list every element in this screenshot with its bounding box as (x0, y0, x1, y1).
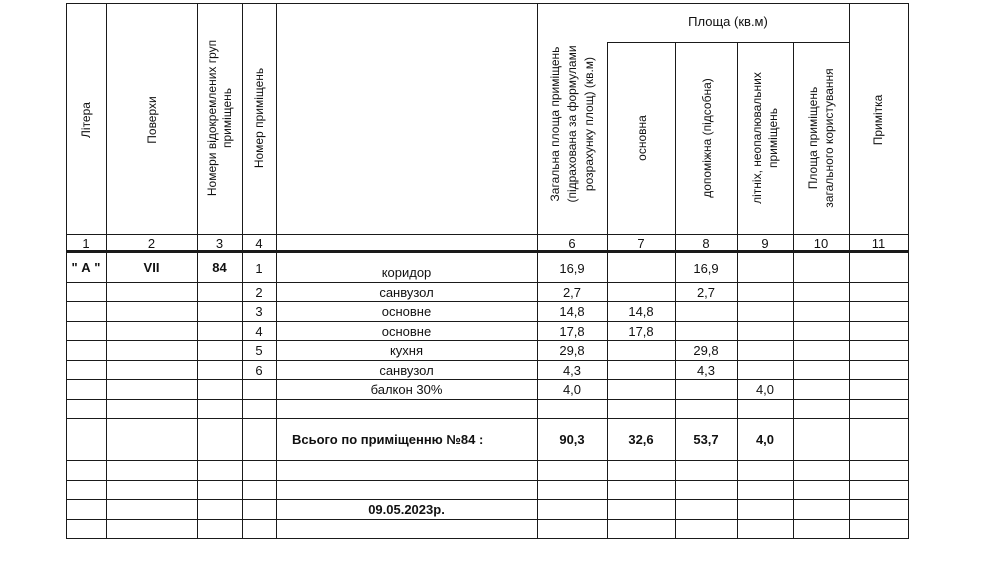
col-divider (793, 42, 794, 539)
room-name: коридор (381, 265, 432, 280)
summary-main-area: 32,6 (628, 432, 654, 447)
room-aux-area: 16,9 (693, 261, 719, 276)
room-summer-area: 4,0 (755, 382, 775, 397)
header-area-group: Площа (кв.м) (688, 14, 768, 29)
summary-summer-area: 4,0 (755, 432, 775, 447)
room-total-area: 4,3 (562, 363, 582, 378)
header-groups-line2: приміщень (220, 87, 234, 149)
room-aux-area: 4,3 (696, 363, 716, 378)
header-bottom-line (66, 234, 909, 235)
room-name: санвузол (379, 363, 434, 378)
room-name: балкон 30% (370, 382, 443, 397)
row-divider (66, 301, 909, 302)
room-total-area: 2,7 (562, 285, 582, 300)
header-summer-line2: приміщень (766, 107, 780, 169)
room-name: основне (381, 324, 432, 339)
room-number: 3 (255, 304, 263, 319)
row-divider (66, 340, 909, 341)
header-common-line1: Площа приміщень (806, 86, 820, 190)
room-total-area: 4,0 (562, 382, 582, 397)
room-number: 1 (255, 261, 263, 276)
header-room-number: Номер приміщень (252, 67, 266, 169)
header-main-area: основна (635, 115, 649, 161)
row-divider (66, 399, 909, 400)
row-divider (66, 460, 909, 461)
area-group-divider (607, 42, 850, 43)
room-main-area: 17,8 (628, 324, 654, 339)
header-floors: Поверхи (145, 96, 159, 144)
row-divider (66, 418, 909, 419)
room-main-area: 14,8 (628, 304, 654, 319)
row-divider (66, 499, 909, 500)
header-aux-area: допоміжна (підсобна) (700, 78, 714, 198)
header-note: Примітка (871, 94, 885, 146)
room-aux-area: 29,8 (693, 343, 719, 358)
col-divider (737, 42, 738, 539)
header-total-line3: розрахунку площ) (кв.м) (582, 56, 596, 192)
row-divider (66, 519, 909, 520)
table-border-top (66, 3, 909, 4)
column-number: 4 (255, 236, 263, 251)
column-number: 11 (871, 236, 886, 251)
column-number: 3 (215, 236, 224, 251)
room-number: 2 (255, 285, 263, 300)
col-divider (849, 3, 850, 539)
cell-floor: VII (143, 260, 160, 275)
row-divider (66, 282, 909, 283)
header-groups-line1: Номери відокремлених груп (205, 39, 219, 197)
row-divider (66, 321, 909, 322)
room-total-area: 14,8 (559, 304, 585, 319)
column-number: 7 (637, 236, 645, 251)
room-number: 4 (255, 324, 263, 339)
header-summer-line1: літніх, неопалювальних (750, 72, 764, 204)
column-number: 8 (702, 236, 710, 251)
header-litera: Літера (79, 102, 93, 138)
room-number: 5 (255, 343, 263, 358)
row-divider (66, 360, 909, 361)
header-common-line2: загального користування (822, 68, 836, 208)
header-total-line1: Загальна площа приміщень (548, 46, 562, 202)
column-number: 1 (82, 236, 90, 251)
cell-litera: " А " (71, 260, 101, 275)
summary-label: Всього по приміщенню №84 : (292, 432, 484, 447)
cell-group: 84 (212, 260, 227, 275)
room-total-area: 17,8 (559, 324, 585, 339)
header-total-line2: (підрахована за формулами (565, 45, 579, 203)
column-number: 10 (813, 236, 829, 251)
room-name: основне (381, 304, 432, 319)
column-number: 2 (147, 236, 156, 251)
room-aux-area: 2,7 (696, 285, 716, 300)
document-date: 09.05.2023р. (368, 502, 445, 517)
summary-total-area: 90,3 (559, 432, 585, 447)
table-border-bottom (66, 538, 909, 539)
column-number: 9 (761, 236, 769, 251)
col-divider (607, 42, 608, 539)
column-number: 6 (568, 236, 576, 251)
row-divider (66, 480, 909, 481)
table-border-right (908, 3, 909, 539)
row-divider (66, 379, 909, 380)
room-total-area: 29,8 (559, 343, 585, 358)
room-name: кухня (389, 343, 424, 358)
room-name: санвузол (379, 285, 434, 300)
room-total-area: 16,9 (559, 261, 585, 276)
summary-aux-area: 53,7 (693, 432, 719, 447)
room-number: 6 (255, 363, 263, 378)
